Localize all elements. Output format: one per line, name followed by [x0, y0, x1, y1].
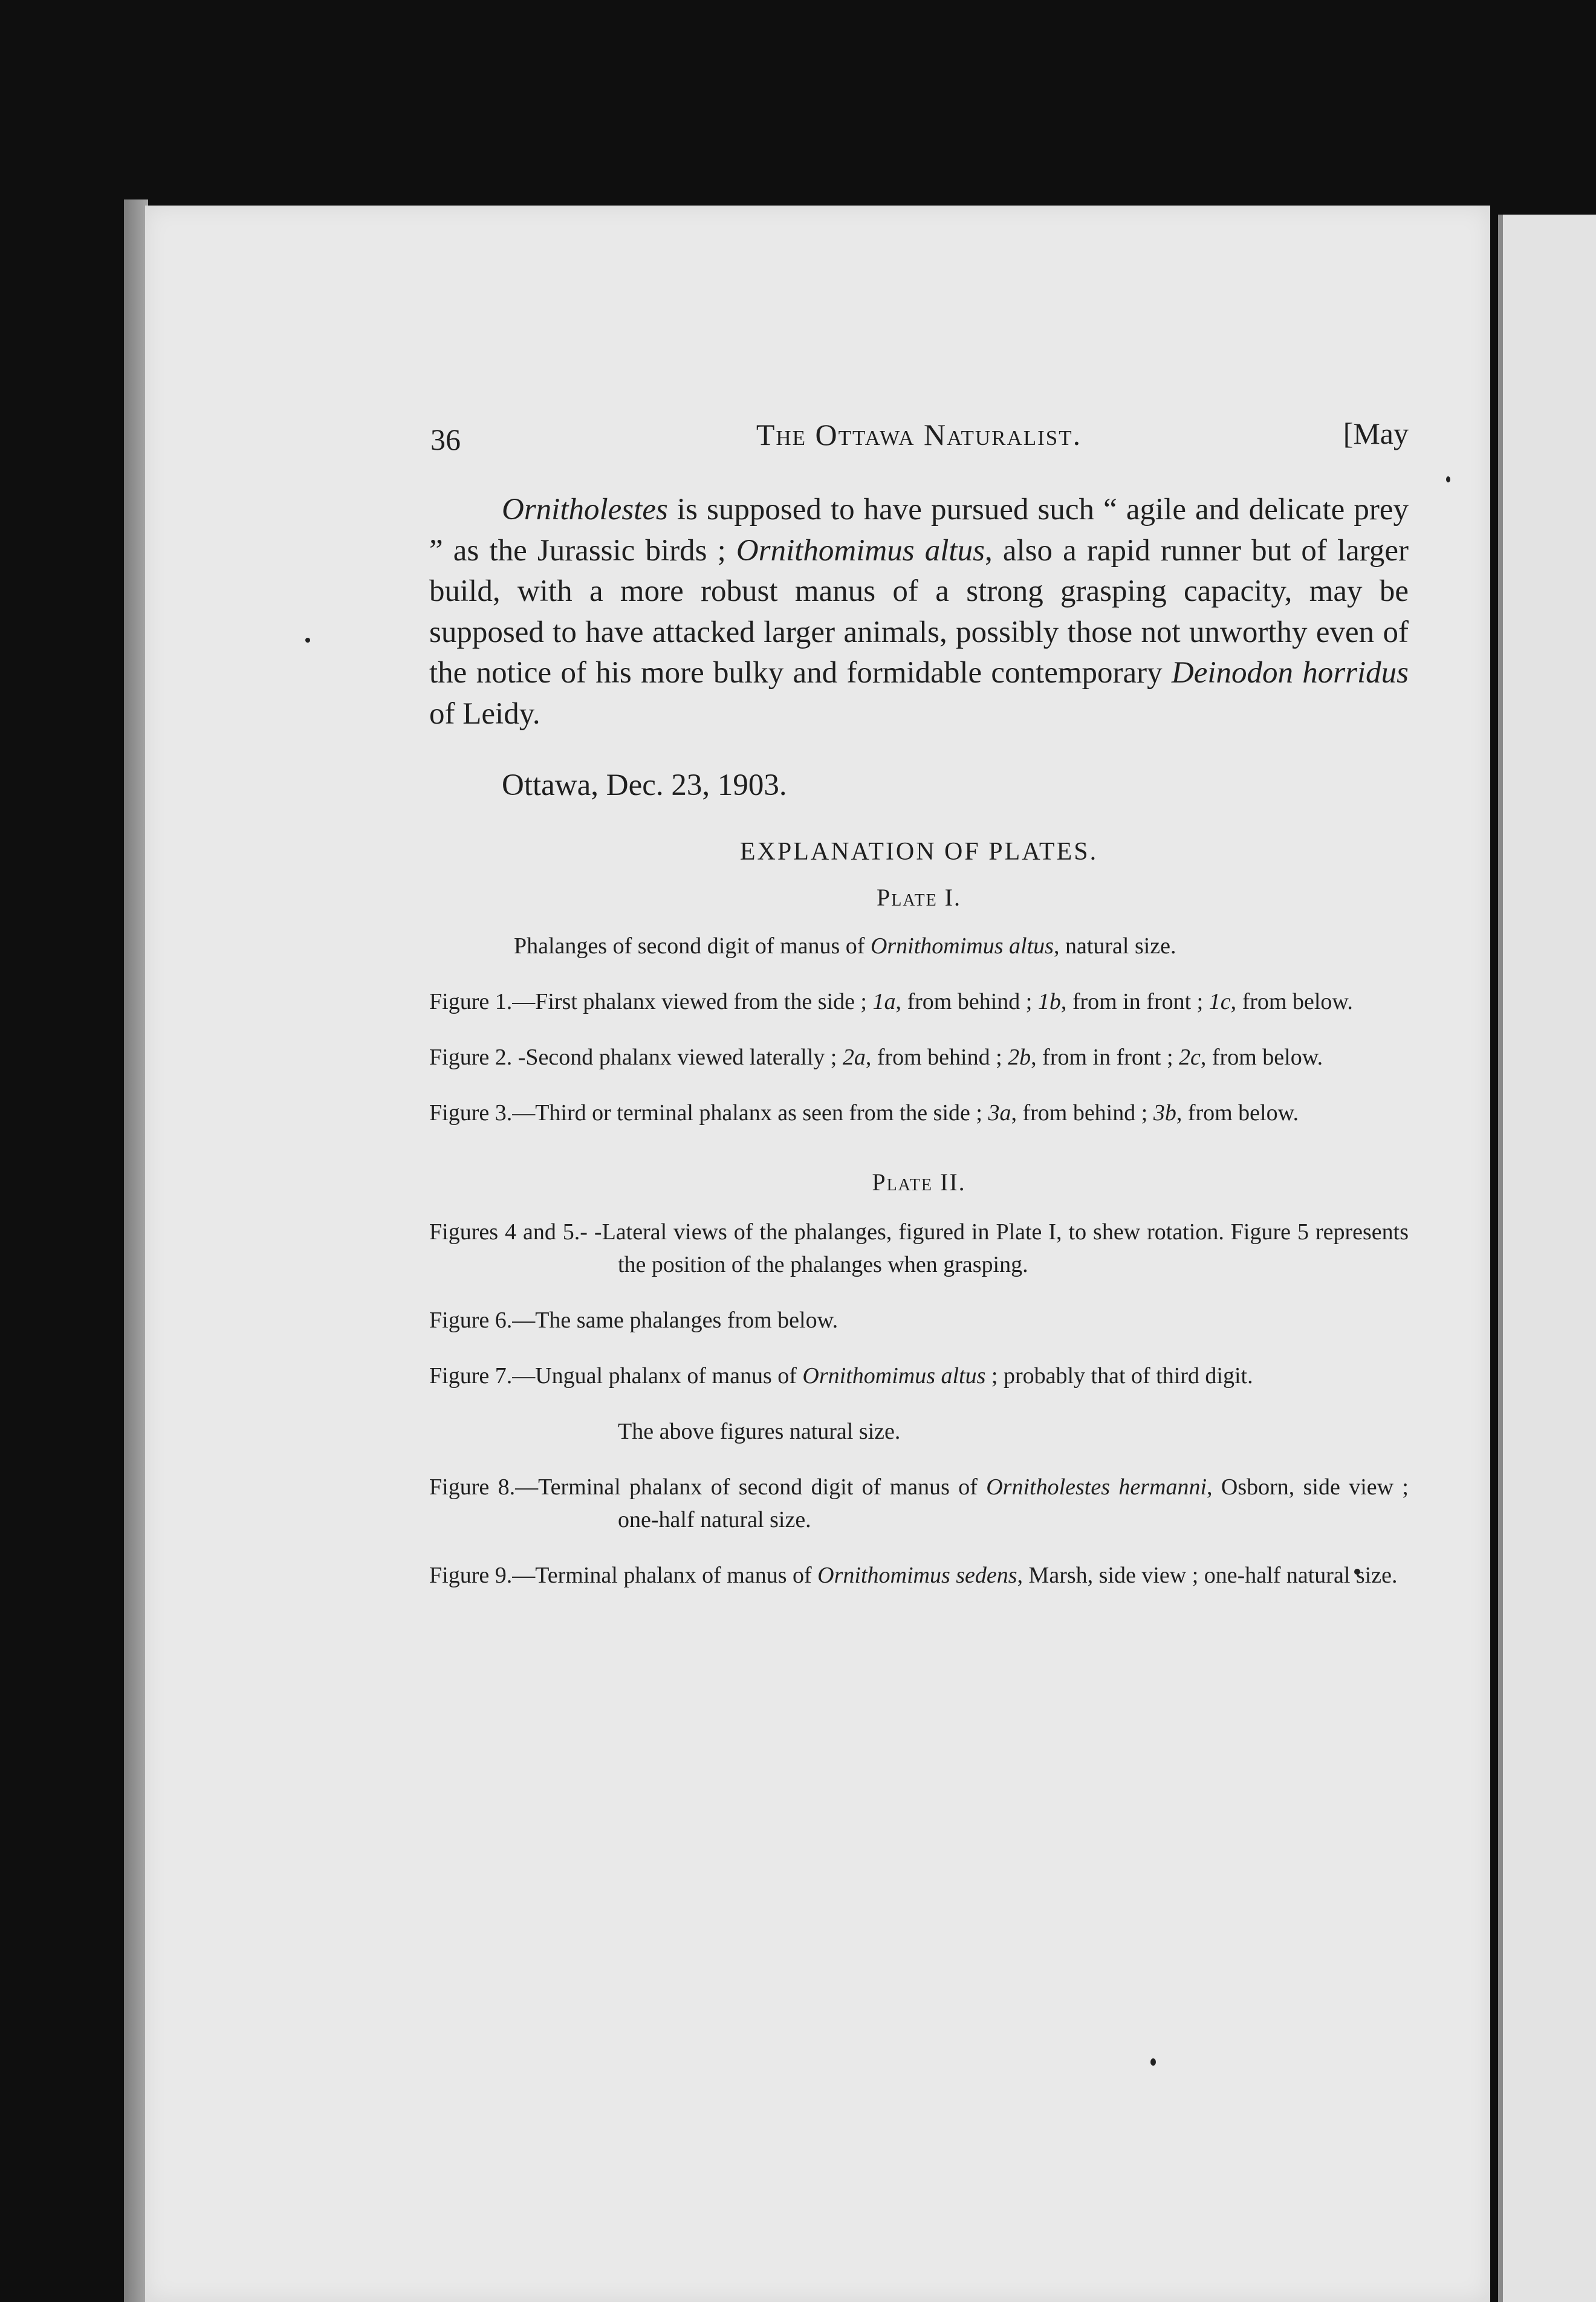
text-segment: , from in front ; [1060, 988, 1209, 1014]
journal-title: The Ottawa Naturalist. [756, 418, 1082, 452]
text-segment: , from below. [1230, 988, 1353, 1014]
text-segment: 2b [1008, 1044, 1031, 1070]
plate-title: Plate II. [872, 1168, 966, 1196]
text-segment: -Second phalanx viewed laterally ; [512, 1044, 843, 1070]
text-segment: —Terminal phalanx of manus of [512, 1562, 818, 1588]
figure-label: Figure 1. [429, 988, 513, 1014]
figure-entry [429, 1559, 1409, 1592]
figure-entry [429, 1216, 1409, 1281]
figures-size-note: The above figures natural size. [618, 1418, 901, 1444]
body-paragraph [429, 490, 1409, 734]
speck [1446, 476, 1450, 482]
text-segment: , natural size. [1053, 933, 1176, 959]
text-segment: ; probably that of third digit. [985, 1363, 1253, 1389]
text-segment: , also a rapid runner but of larger build, with a more robust manus of a strong grasping capacity, may be supposed to have attacked larger animals, possibly those not unworthy even of the notice of his more bulky and formidable contemporary [429, 533, 1409, 690]
text-segment: Phalanges of second digit of manus of [514, 933, 871, 959]
text-segment: 1c [1208, 988, 1231, 1014]
page-content [429, 411, 1409, 1615]
text-segment: - -Lateral views of the phalanges, figured in Plate I, to shew rotation. Figure 5 represents the position of the phalanges when grasping. [580, 1219, 1409, 1277]
figure-label: Figure 8. [429, 1474, 516, 1500]
text-segment: —Third or terminal phalanx as seen from the side ; [512, 1100, 988, 1126]
text-segment: Ornitholestes hermanni [986, 1474, 1207, 1500]
text-segment: Ornithomimus altus [736, 533, 985, 568]
speck [305, 638, 310, 643]
text-segment: Ornithomimus altus [802, 1363, 986, 1389]
figure-entry [429, 1304, 1409, 1337]
adjacent-page-edge [1498, 215, 1596, 2302]
text-segment: 2a [842, 1044, 866, 1070]
figure-label: Figure 9. [429, 1562, 513, 1588]
text-segment: Ornitholestes [502, 493, 668, 527]
plate-caption [429, 930, 1409, 962]
figure-entry [429, 1360, 1409, 1392]
text-segment: —The same phalanges from below. [512, 1307, 839, 1333]
plate-title: Plate I. [877, 883, 961, 911]
figure-entry [429, 1471, 1409, 1536]
text-segment: , from below. [1176, 1100, 1299, 1126]
figure-label: Figure 7. [429, 1363, 513, 1389]
film-edge [124, 199, 148, 2302]
figure-entry [429, 985, 1409, 1018]
figure-label: Figure 3. [429, 1100, 513, 1126]
text-segment: is supposed to have pursued such “ agile and delicate prey ” as the Jurassic birds ; [429, 493, 1409, 568]
running-head [429, 411, 1409, 456]
explanation-heading: EXPLANATION OF PLATES. [739, 837, 1098, 866]
figure-label: Figure 6. [429, 1307, 513, 1333]
text-segment: —Ungual phalanx of manus of [512, 1363, 803, 1389]
figure-entry [429, 1097, 1409, 1129]
text-segment: Ornithomimus altus [870, 933, 1054, 959]
text-segment: , Marsh, side view ; one-half natural size. [1017, 1562, 1398, 1588]
text-segment: of Leidy. [429, 696, 540, 731]
text-segment: Deinodon horridus [1171, 656, 1409, 690]
text-segment: 1a [872, 988, 896, 1014]
text-segment: , Osborn, side view ; one-half natural size. [618, 1474, 1409, 1532]
text-segment: 3a [988, 1100, 1011, 1126]
speck [1150, 2058, 1156, 2066]
text-segment: , from below. [1200, 1044, 1323, 1070]
text-segment: , from behind ; [1011, 1100, 1153, 1126]
text-segment: 3b [1153, 1100, 1176, 1126]
text-segment: 1b [1037, 988, 1061, 1014]
text-segment: , from behind ; [895, 988, 1038, 1014]
text-segment: —First phalanx viewed from the side ; [512, 988, 873, 1014]
dateline: Ottawa, Dec. 23, 1903. [502, 768, 787, 802]
figure-entry [429, 1041, 1409, 1074]
text-segment: , from behind ; [865, 1044, 1008, 1070]
page-number: 36 [430, 423, 461, 456]
text-segment: Ornithomimus sedens [817, 1562, 1017, 1588]
text-segment: , from in front ; [1031, 1044, 1179, 1070]
text-segment: 2c [1179, 1044, 1201, 1070]
figure-label: Figure 2. [429, 1044, 513, 1070]
figure-label: Figures 4 and 5. [429, 1219, 580, 1245]
text-segment: —Terminal phalanx of second digit of manus of [515, 1474, 987, 1500]
issue-month: [May [1343, 417, 1409, 450]
